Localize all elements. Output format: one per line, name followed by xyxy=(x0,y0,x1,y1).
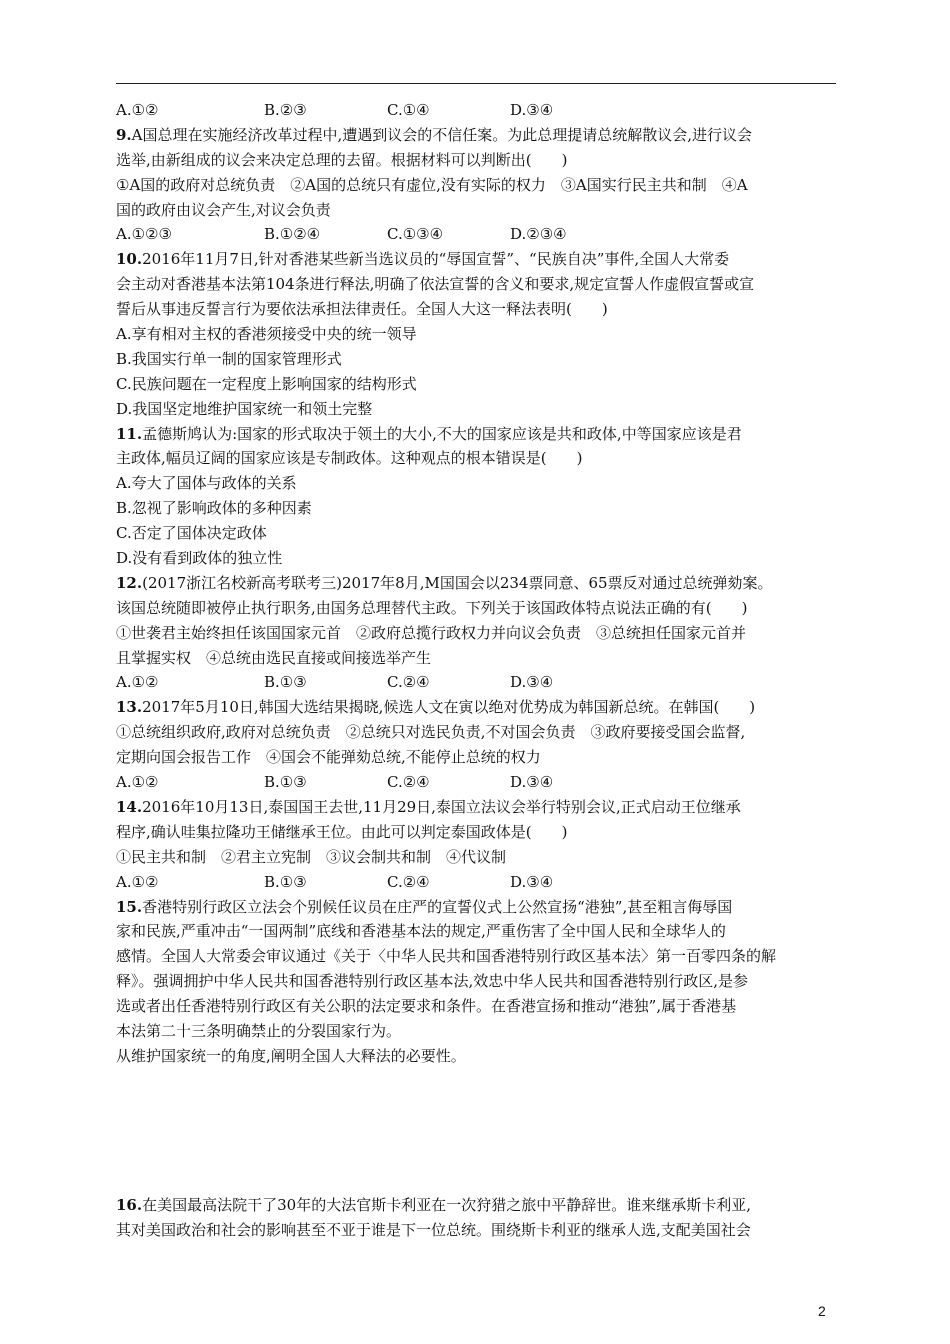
answer-option: A.①② xyxy=(116,872,159,891)
text-line: 会主动对香港基本法第104条进行释法,明确了依法宣誓的含义和要求,规定宣誓人作虚假宣誓或宣 xyxy=(116,275,755,294)
question-number: 9. xyxy=(116,125,132,144)
answer-option: A.①② xyxy=(116,101,159,119)
text-line: C.民族问题在一定程度上影响国家的结构形式 xyxy=(116,374,417,393)
answer-option: C.①③④ xyxy=(387,225,444,244)
text-line: 本法第二十三条明确禁止的分裂国家行为。 xyxy=(116,1021,402,1040)
question-text: 香港特别行政区立法会个别候任议员在庄严的宣誓仪式上公然宣扬“港独”,甚至粗言侮辱国 xyxy=(142,897,733,916)
answer-option: B.②③ xyxy=(264,101,307,119)
text-line: 选举,由新组成的议会来决定总理的去留。根据材料可以判断出( ) xyxy=(116,150,568,169)
question-number: 11. xyxy=(116,424,143,443)
answer-option: D.③④ xyxy=(510,773,554,792)
answer-option: D.③④ xyxy=(510,101,554,119)
answer-option: B.①③ xyxy=(264,872,307,891)
answer-option: A.①②③ xyxy=(116,225,172,244)
answer-options xyxy=(116,222,836,247)
question-line xyxy=(116,795,836,820)
question-line xyxy=(116,422,836,447)
text-line: 其对美国政治和社会的影响甚至不亚于谁是下一位总统。围绕斯卡利亚的继承人选,支配美国社会 xyxy=(116,1220,751,1239)
text-line: 家和民族,严重冲击“一国两制”底线和香港基本法的规定,严重伤害了全中国人民和全球华人的 xyxy=(116,922,726,941)
text-line: ①总统组织政府,政府对总统负责 ②总统只对选民负责,不对国会负责 ③政府要接受国会监督, xyxy=(116,723,746,742)
question-line xyxy=(116,895,836,920)
answer-option: C.①④ xyxy=(387,101,430,119)
text-line: 誓后从事违反誓言行为要依法承担法律责任。全国人大这一释法表明( ) xyxy=(116,300,608,319)
answer-options xyxy=(116,770,836,795)
header-rule xyxy=(116,83,836,84)
text-line: B.忽视了影响政体的多种因素 xyxy=(116,499,312,518)
question-number: 14. xyxy=(116,797,143,816)
document-body xyxy=(116,98,836,1243)
answer-options xyxy=(116,98,836,123)
text-line: C.否定了国体决定政体 xyxy=(116,524,267,543)
answer-option: C.②④ xyxy=(387,872,430,891)
text-line: 定期向国会报告工作 ④国会不能弹劾总统,不能停止总统的权力 xyxy=(116,748,541,767)
question-number: 13. xyxy=(116,698,143,717)
answer-options xyxy=(116,670,836,695)
question-text: 2016年11月7日,针对香港某些新当选议员的“辱国宣誓”、“民族自决”事件,全国人大常委 xyxy=(142,250,730,269)
answer-space xyxy=(116,1069,836,1193)
question-number: 15. xyxy=(116,897,143,916)
text-line: D.我国坚定地维护国家统一和领土完整 xyxy=(116,399,373,418)
text-line: ①A国的政府对总统负责 ②A国的总统只有虚位,没有实际的权力 ③A国实行民主共和制 ④A xyxy=(116,175,748,194)
answer-options xyxy=(116,870,836,895)
text-line: 选或者出任香港特别行政区有关公职的法定要求和条件。在香港宣扬和推动“港独”,属于香港基 xyxy=(116,997,737,1016)
question-number: 10. xyxy=(116,250,143,269)
question-line xyxy=(116,123,836,148)
text-line: 主政体,幅员辽阔的国家应该是专制政体。这种观点的根本错误是( ) xyxy=(116,449,583,468)
question-text: 在美国最高法院干了30年的大法官斯卡利亚在一次狩猎之旅中平静辞世。谁来继承斯卡利亚, xyxy=(142,1195,751,1214)
text-line: ①世袭君主始终担任该国国家元首 ②政府总揽行政权力并向议会负责 ③总统担任国家元首并 xyxy=(116,623,747,642)
text-line: A.夸大了国体与政体的关系 xyxy=(116,474,297,493)
question-line xyxy=(116,1193,836,1218)
answer-option: D.③④ xyxy=(510,872,554,891)
answer-option: A.①② xyxy=(116,773,159,792)
question-text: 2017年5月10日,韩国大选结果揭晓,候选人文在寅以绝对优势成为韩国新总统。在韩国( ) xyxy=(142,698,756,717)
text-line: D.没有看到政体的独立性 xyxy=(116,549,283,568)
question-line xyxy=(116,695,836,720)
text-line: 国的政府由议会产生,对议会负责 xyxy=(116,200,331,219)
answer-option: B.①③ xyxy=(264,773,307,792)
answer-option: D.③④ xyxy=(510,673,554,692)
question-line xyxy=(116,571,836,596)
text-line: 该国总统随即被停止执行职务,由国务总理替代主政。下列关于该国政体特点说法正确的有( ) xyxy=(116,598,748,617)
answer-option: C.②④ xyxy=(387,773,430,792)
text-line: 且掌握实权 ④总统由选民直接或间接选举产生 xyxy=(116,648,432,667)
question-text: (2017浙江名校新高考联考三)2017年8月,M国国会以234票同意、65票反对通过总统弹劾案。 xyxy=(142,573,773,592)
question-line xyxy=(116,247,836,272)
question-text: 2016年10月13日,泰国国王去世,11月29日,泰国立法议会举行特别会议,正式启动王位继承 xyxy=(142,797,741,816)
text-line: 程序,确认哇集拉隆功王储继承王位。由此可以判定泰国政体是( ) xyxy=(116,822,568,841)
text-line: 释》。强调拥护中华人民共和国香港特别行政区基本法,效忠中华人民共和国香港特别行政区,是参 xyxy=(116,972,749,991)
answer-option: B.①②④ xyxy=(264,225,321,244)
question-text: 孟德斯鸠认为:国家的形式取决于领土的大小,不大的国家应该是共和政体,中等国家应该是君 xyxy=(142,424,742,443)
question-number: 16. xyxy=(116,1195,143,1214)
answer-option: B.①③ xyxy=(264,673,307,692)
question-number: 12. xyxy=(116,573,143,592)
answer-option: C.②④ xyxy=(387,673,430,692)
text-line: 感情。全国人大常委会审议通过《关于〈中华人民共和国香港特别行政区基本法〉第一百零四条的解 xyxy=(116,947,777,966)
text-line: B.我国实行单一制的国家管理形式 xyxy=(116,349,342,368)
answer-option: A.①② xyxy=(116,673,159,692)
text-line: 从维护国家统一的角度,阐明全国人大释法的必要性。 xyxy=(116,1046,466,1065)
text-line: A.享有相对主权的香港须接受中央的统一领导 xyxy=(116,325,417,344)
page-number: 2 xyxy=(818,1303,826,1319)
answer-option: D.②③④ xyxy=(510,225,567,244)
text-line: ①民主共和制 ②君主立宪制 ③议会制共和制 ④代议制 xyxy=(116,847,507,866)
question-text: A国总理在实施经济改革过程中,遭遇到议会的不信任案。为此总理提请总统解散议会,进行议会 xyxy=(131,125,753,144)
